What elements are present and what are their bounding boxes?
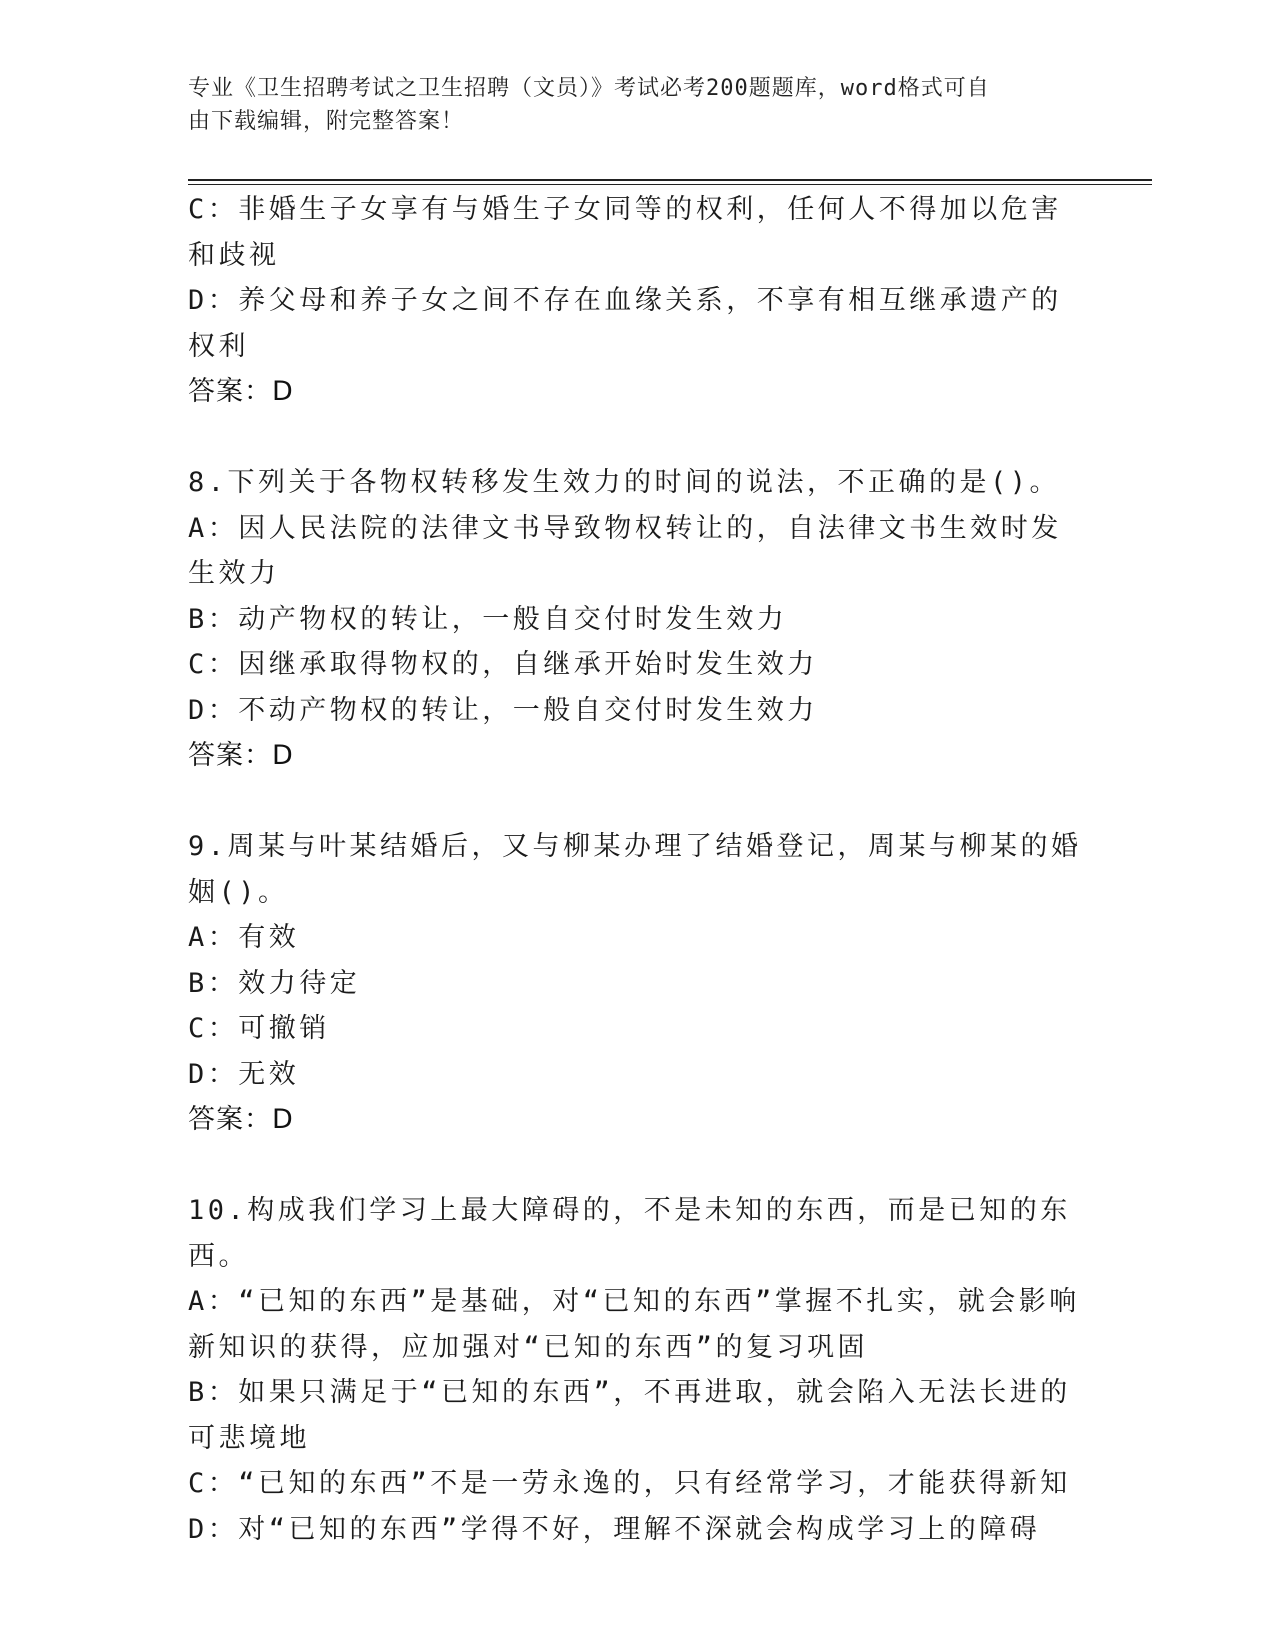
question-text: 8.下列关于各物权转移发生效力的时间的说法，不正确的是()。: [188, 467, 1061, 498]
question-text: 10.构成我们学习上最大障碍的，不是未知的东西，而是已知的东西。: [188, 1195, 1071, 1272]
answer-text: 答案：D: [188, 740, 294, 771]
option-c: C：因继承取得物权的，自继承开始时发生效力: [188, 649, 818, 680]
spacer: [188, 415, 1088, 461]
option-d: D：不动产物权的转让，一般自交付时发生效力: [188, 694, 818, 726]
header-line-2: 由下载编辑，附完整答案！: [188, 109, 465, 134]
document-header: [188, 72, 1088, 138]
answer-text: 答案：D: [188, 1104, 294, 1135]
spacer: [188, 1143, 1088, 1189]
question-block-9: [188, 824, 1088, 1143]
header-divider-thick: [188, 179, 1152, 181]
question-block-10: [188, 1188, 1088, 1552]
question-block-8: [188, 460, 1088, 779]
option-b: B：动产物权的转让，一般自交付时发生效力: [188, 603, 788, 635]
header-divider-thin: [188, 184, 1152, 185]
answer-text: 答案：D: [188, 376, 294, 407]
option-c: C：可撤销: [188, 1013, 330, 1044]
spacer: [188, 779, 1088, 825]
option-c: C：“已知的东西”不是一劳永逸的，只有经常学习，才能获得新知: [188, 1468, 1071, 1499]
option-b: B：效力待定: [188, 967, 361, 999]
option-d: D：养父母和养子女之间不存在血缘关系，不享有相互继承遗产的权利: [188, 285, 1062, 362]
option-d: D：对“已知的东西”学得不好，理解不深就会构成学习上的障碍: [188, 1513, 1041, 1545]
option-a: A：有效: [188, 922, 300, 953]
question-text: 9.周某与叶某结婚后，又与柳某办理了结婚登记，周某与柳某的婚姻()。: [188, 831, 1082, 908]
option-b: B：如果只满足于“已知的东西”，不再进取，就会陷入无法长进的可悲境地: [188, 1377, 1071, 1454]
option-d: D：无效: [188, 1058, 300, 1090]
option-a: A：因人民法院的法律文书导致物权转让的，自法律文书生效时发生效力: [188, 512, 1062, 589]
header-line-1: 专业《卫生招聘考试之卫生招聘（文员）》考试必考200题题库，word格式可自: [188, 76, 990, 101]
question-block-7: [188, 187, 1088, 415]
option-c: C：非婚生子女享有与婚生子女同等的权利，任何人不得加以危害和歧视: [188, 194, 1062, 271]
question-list: [188, 187, 1088, 1552]
option-a: A：“已知的东西”是基础，对“已知的东西”掌握不扎实，就会影响新知识的获得，应加强对“已知的东西”的复习巩固: [188, 1286, 1080, 1363]
